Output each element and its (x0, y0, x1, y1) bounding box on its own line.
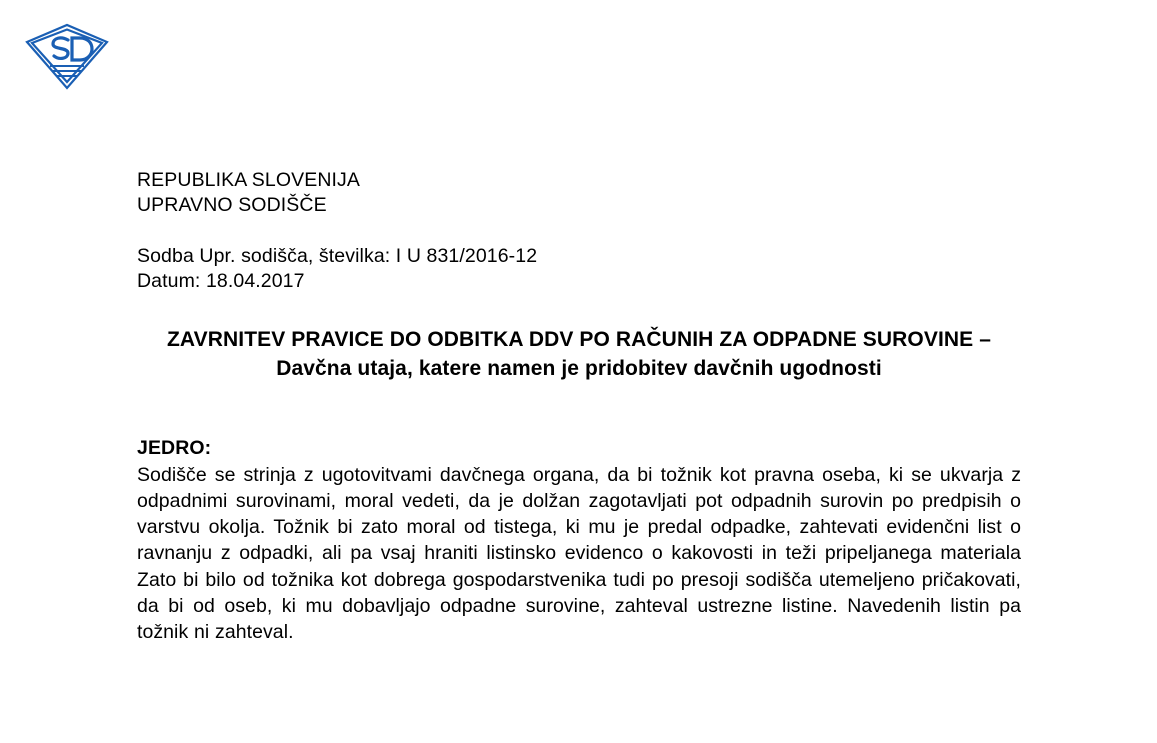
case-number: Sodba Upr. sodišča, številka: I U 831/2016-12 (137, 244, 538, 267)
page-title: ZAVRNITEV PRAVICE DO ODBITKA DDV PO RAČUNIH ZA ODPADNE SUROVINE – Davčna utaja, katere namen je pridobitev davčnih ugodnosti (166, 328, 991, 381)
document-body (137, 168, 1021, 645)
organization-block (137, 168, 1021, 219)
case-date: Datum: 18.04.2017 (137, 270, 305, 293)
organization-line-2: UPRAVNO SODIŠČE (137, 194, 327, 217)
organization-line-1: REPUBLIKA SLOVENIJA (137, 169, 360, 191)
section-heading: JEDRO: (137, 437, 212, 460)
sd-logo (22, 20, 112, 92)
case-meta-block (137, 244, 1021, 295)
section-jedro (137, 436, 1021, 645)
section-body: Sodišče se strinja z ugotovitvami davčnega organa, da bi tožnik kot pravna oseba, ki se ukvarja z odpadnimi surovinami, moral vedeti, da je dolžan zagotavljati pot odpadnih surovin po predpisih o varstvu okolja. Tožnik bi zato moral od tistega, ki mu je predal odpadke, zahtevati evidenčni list o ravnanju z odpadki, ali pa vsaj hraniti listinsko evidenco o kakovosti in teži pripeljanega materiala Zato bi bilo od tožnika kot dobrega gospodarstvenika tudi po presoji sodišča utemeljeno pričakovati, da bi od oseb, ki mu dobavljajo odpadne surovine, zahteval ustrezne listine. Navedenih listin pa tožnik ni zahteval. (137, 463, 1021, 643)
